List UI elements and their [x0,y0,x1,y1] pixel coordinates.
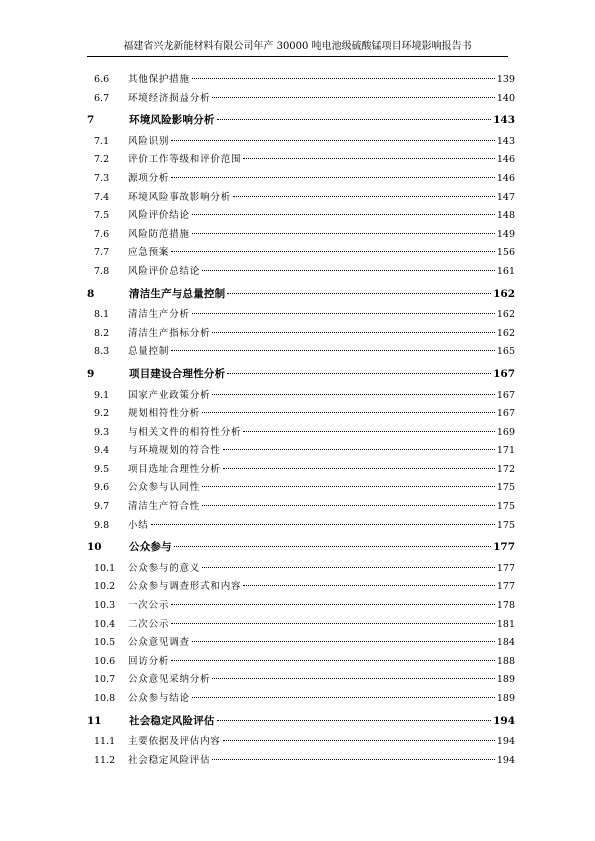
toc-dot-leader [223,740,495,741]
toc-dot-leader [202,412,495,413]
toc-entry-title: 公众意见采纳分析 [128,674,211,686]
toc-entry-number: 9.8 [94,519,110,531]
toc-dot-leader [212,394,494,395]
toc-entry-number: 9 [87,367,95,380]
toc-section-entry[interactable] [87,207,515,226]
toc-entry-number: 9.6 [94,482,110,494]
toc-entry-number: 10 [87,541,102,554]
toc-entry-title: 主要依据及评估内容 [128,736,221,748]
toc-section-entry[interactable] [87,306,515,325]
toc-section-entry[interactable] [87,653,515,672]
toc-dot-leader [212,97,494,98]
toc-entry-title: 社会稳定风险评估 [129,714,215,727]
toc-dot-leader [243,158,495,159]
toc-entry-title: 清洁生产分析 [128,309,190,321]
toc-entry-page-number: 162 [496,327,515,339]
toc-dot-leader [223,449,495,450]
toc-entry-number: 9.7 [94,501,110,513]
toc-entry-page-number: 194 [496,754,515,766]
toc-dot-leader [202,505,495,506]
toc-entry-number: 7.4 [94,191,110,203]
toc-entry-number: 11.1 [94,736,116,748]
toc-section-entry[interactable] [87,90,515,109]
toc-section-entry[interactable] [87,71,515,90]
toc-section-entry[interactable] [87,479,515,498]
toc-section-entry[interactable] [87,616,515,635]
toc-entry-number: 7.5 [94,210,110,222]
toc-entry-number: 9.1 [94,389,110,401]
toc-entry-page-number: 169 [496,426,515,438]
toc-dot-leader [192,313,495,314]
toc-entry-page-number: 189 [496,674,515,686]
toc-section-entry[interactable] [87,151,515,170]
toc-dot-leader [192,233,495,234]
toc-entry-number: 9.4 [94,445,110,457]
toc-dot-leader [171,177,495,178]
toc-entry-number: 7 [87,114,95,127]
toc-dot-leader [227,373,491,374]
toc-entry-title: 清洁生产指标分析 [128,327,211,339]
toc-entry-title: 公众参与结论 [128,693,190,704]
toc-entry-page-number: 194 [496,736,515,748]
table-of-contents [87,71,515,770]
toc-entry-title: 公众意见调查 [128,637,190,649]
toc-entry-number: 7.2 [94,154,110,166]
toc-entry-page-number: 167 [493,367,515,380]
toc-entry-number: 9.5 [94,463,110,475]
toc-section-entry[interactable] [87,325,515,344]
toc-entry-page-number: 172 [496,463,515,475]
toc-entry-number: 10.1 [94,562,116,574]
toc-chapter-entry[interactable] [87,712,515,731]
toc-entry-number: 11.2 [94,754,116,766]
toc-entry-page-number: 177 [496,562,515,574]
toc-entry-page-number: 181 [496,618,515,630]
toc-entry-title: 风险防范措施 [128,228,190,240]
toc-entry-page-number: 147 [496,191,515,203]
toc-section-entry[interactable] [87,671,515,690]
toc-entry-page-number: 139 [496,74,515,85]
toc-entry-page-number: 189 [496,693,515,704]
toc-section-entry[interactable] [87,634,515,653]
toc-dot-leader [202,270,495,271]
toc-chapter-entry[interactable] [87,365,515,384]
toc-entry-title: 公众参与调查形式和内容 [128,581,242,593]
toc-entry-title: 项目建设合理性分析 [129,367,226,380]
toc-entry-page-number: 148 [496,210,515,222]
toc-dot-leader [192,641,495,642]
toc-section-entry[interactable] [87,263,515,282]
toc-section-entry[interactable] [87,752,515,771]
toc-dot-leader [171,604,495,605]
toc-entry-number: 10.3 [94,600,116,612]
toc-section-entry[interactable] [87,226,515,245]
toc-entry-title: 社会稳定风险评估 [128,754,211,766]
toc-entry-number: 10.4 [94,618,116,630]
toc-entry-page-number: 165 [496,346,515,358]
toc-chapter-entry[interactable] [87,111,515,130]
toc-entry-title: 公众参与的意义 [128,562,201,574]
toc-dot-leader [171,251,495,252]
toc-entry-page-number: 156 [496,247,515,259]
toc-entry-page-number: 171 [496,445,515,457]
toc-entry-number: 10.6 [94,655,116,667]
toc-dot-leader [243,585,495,586]
toc-entry-title: 环境风险影响分析 [129,114,215,127]
toc-entry-number: 10.8 [94,693,116,704]
toc-dot-leader [212,332,494,333]
toc-dot-leader [243,431,495,432]
toc-section-entry[interactable] [87,442,515,461]
toc-dot-leader [171,623,495,624]
toc-entry-title: 风险评价总结论 [128,265,201,277]
toc-entry-number: 8.3 [94,346,110,358]
toc-dot-leader [174,546,491,547]
toc-entry-title: 与环境规划的符合性 [128,445,221,457]
toc-dot-leader [192,78,495,79]
toc-entry-page-number: 177 [496,581,515,593]
toc-entry-title: 应急预案 [128,247,170,259]
toc-entry-number: 7.3 [94,172,110,184]
toc-dot-leader [212,759,494,760]
toc-section-entry[interactable] [87,343,515,362]
toc-entry-title: 项目选址合理性分析 [128,463,221,475]
toc-section-entry[interactable] [87,244,515,263]
toc-entry-page-number: 167 [496,389,515,401]
toc-dot-leader [217,720,491,721]
toc-section-entry[interactable] [87,387,515,406]
toc-dot-leader [202,567,495,568]
toc-section-entry[interactable] [87,461,515,480]
toc-section-entry[interactable] [87,424,515,443]
toc-dot-leader [202,486,495,487]
toc-entry-page-number: 146 [496,154,515,166]
toc-entry-number: 6.6 [94,74,110,85]
toc-entry-page-number: 178 [496,600,515,612]
toc-entry-title: 公众参与 [129,541,172,554]
toc-entry-title: 规划相符性分析 [128,408,201,420]
toc-section-entry[interactable] [87,517,515,536]
toc-entry-page-number: 143 [496,135,515,147]
toc-dot-leader [171,350,495,351]
toc-entry-page-number: 146 [496,172,515,184]
toc-entry-page-number: 184 [496,637,515,649]
toc-entry-title: 一次公示 [128,600,170,612]
toc-entry-title: 清洁生产符合性 [128,501,201,513]
toc-entry-page-number: 175 [496,501,515,513]
toc-dot-leader [171,140,495,141]
toc-entry-page-number: 167 [496,408,515,420]
toc-entry-page-number: 175 [496,519,515,531]
toc-entry-page-number: 175 [496,482,515,494]
toc-entry-page-number: 194 [493,714,515,727]
toc-entry-title: 风险评价结论 [128,210,190,222]
toc-dot-leader [171,660,495,661]
toc-section-entry[interactable] [87,498,515,517]
toc-entry-title: 清洁生产与总量控制 [129,287,226,300]
toc-entry-title: 小结 [128,519,149,531]
toc-entry-title: 二次公示 [128,618,170,630]
toc-dot-leader [212,678,494,679]
toc-entry-page-number: 177 [493,541,515,554]
toc-entry-page-number: 143 [493,114,515,127]
toc-section-entry[interactable] [87,133,515,152]
toc-section-entry[interactable] [87,578,515,597]
toc-section-entry[interactable] [87,405,515,424]
toc-entry-page-number: 162 [493,287,515,300]
toc-dot-leader [217,119,491,120]
toc-entry-number: 8.2 [94,327,110,339]
toc-entry-title: 其他保护措施 [128,74,190,85]
toc-entry-number: 7.1 [94,135,110,147]
toc-entry-page-number: 149 [496,228,515,240]
toc-entry-number: 7.8 [94,265,110,277]
toc-dot-leader [192,214,495,215]
toc-entry-title: 总量控制 [128,346,170,358]
toc-entry-number: 7.7 [94,247,110,259]
toc-entry-page-number: 140 [496,92,515,104]
toc-section-entry[interactable] [87,733,515,752]
toc-entry-number: 8.1 [94,309,110,321]
toc-dot-leader [233,196,495,197]
toc-entry-number: 10.7 [94,674,116,686]
toc-dot-leader [227,293,491,294]
toc-section-entry[interactable] [87,189,515,208]
toc-entry-title: 环境风险事故影响分析 [128,191,232,203]
toc-entry-number: 11 [87,714,102,727]
toc-dot-leader [192,697,495,698]
toc-entry-number: 8 [87,287,95,300]
toc-entry-page-number: 161 [496,265,515,277]
toc-entry-title: 评价工作等级和评价范围 [128,154,242,166]
toc-entry-page-number: 162 [496,309,515,321]
toc-entry-number: 7.6 [94,228,110,240]
page-header: 福建省兴龙新能材料有限公司年产 30000 吨电池级硫酸锰项目环境影响报告书 [87,41,508,57]
toc-section-entry[interactable] [87,560,515,579]
toc-entry-number: 9.2 [94,408,110,420]
toc-entry-title: 与相关文件的相符性分析 [128,426,242,438]
toc-entry-title: 回访分析 [128,655,170,667]
toc-entry-number: 6.7 [94,92,110,104]
toc-entry-title: 国家产业政策分析 [128,389,211,401]
toc-dot-leader [223,468,495,469]
toc-chapter-entry[interactable] [87,538,515,557]
toc-dot-leader [151,524,495,525]
toc-section-entry[interactable] [87,170,515,189]
toc-chapter-entry[interactable] [87,285,515,304]
toc-section-entry[interactable] [87,690,515,709]
toc-entry-number: 9.3 [94,426,110,438]
toc-section-entry[interactable] [87,597,515,616]
toc-entry-title: 公众参与认同性 [128,482,201,494]
toc-entry-title: 环境经济损益分析 [128,92,211,104]
toc-entry-number: 10.2 [94,581,116,593]
toc-entry-number: 10.5 [94,637,116,649]
toc-entry-title: 源项分析 [128,172,170,184]
toc-entry-page-number: 188 [496,655,515,667]
toc-entry-title: 风险识别 [128,135,170,147]
